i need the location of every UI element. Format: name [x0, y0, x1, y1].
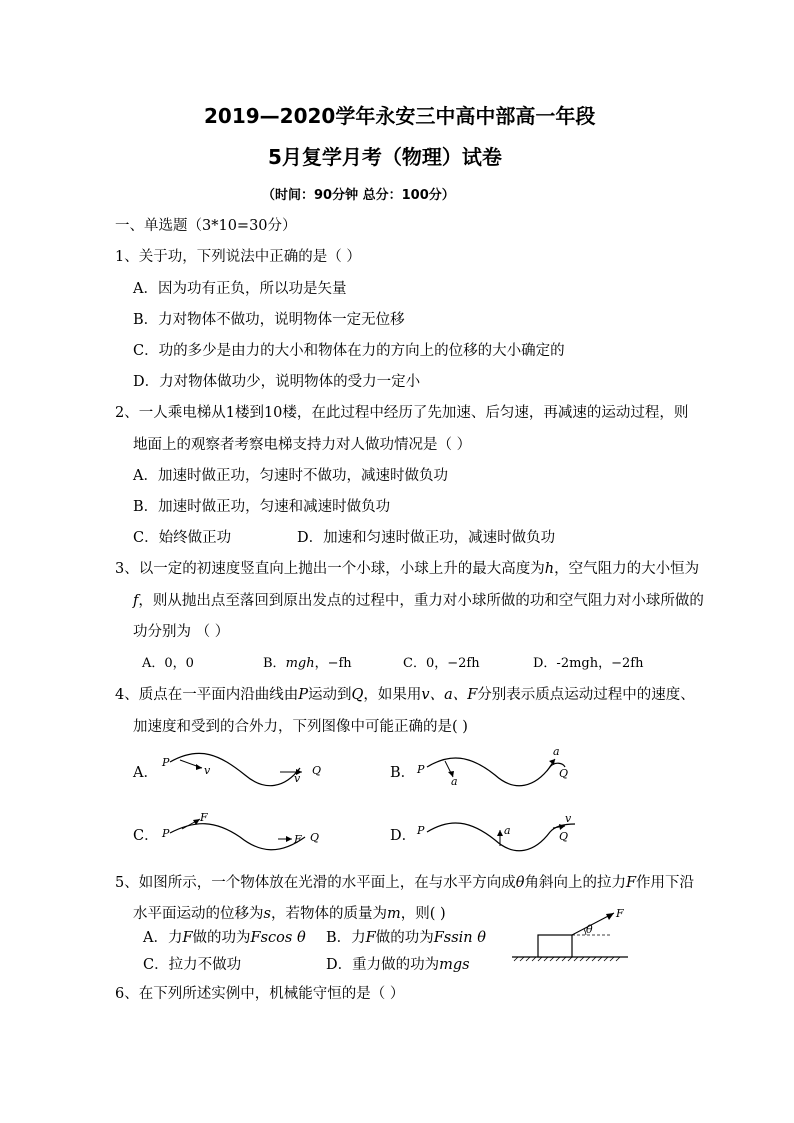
q2-option-b: B．加速时做正功，匀速和减速时做负功 — [133, 499, 391, 515]
q2-stem-line2: 地面上的观察者考察电梯支持力对人做功情况是（ ） — [133, 437, 472, 453]
q4a-label-q: Q — [312, 764, 322, 777]
q5-option-a-text: 做的功为 — [192, 930, 251, 946]
q4-option-a-label: A． — [133, 765, 158, 781]
q4a-label-v1: v — [204, 764, 211, 777]
q5-var-m: m — [386, 906, 401, 922]
q3-option-a: A．0，0 — [142, 656, 194, 671]
q4c-label-p: P — [162, 827, 170, 840]
q1-stem: 1、关于功，下列说法中正确的是（ ） — [115, 249, 361, 265]
q3-option-d: D．-2mgh，−2fh — [533, 656, 644, 671]
q4c-label-f2: F — [294, 833, 302, 846]
q2-stem-line1: 2、一人乘电梯从1楼到10楼，在此过程中经历了先加速、后匀速，再减速的运动过程，则 — [115, 405, 689, 421]
q4d-label-a: a — [504, 824, 511, 837]
q5-figure — [510, 905, 650, 965]
q4-stem-line1 — [115, 685, 695, 705]
q3-option-b-mgh: mgh — [285, 656, 315, 671]
q5-var-f: F — [625, 875, 637, 891]
q4-var-p: P — [298, 687, 308, 703]
q4d-label-p: P — [417, 824, 425, 837]
q2-option-a: A．加速时做正功，匀速时不做功，减速时做负功 — [133, 468, 448, 484]
q5-option-b-text: 做的功为 — [375, 930, 434, 946]
q4-stem-text: 运动到 — [308, 687, 352, 703]
q4-figure-c — [160, 811, 330, 865]
q5-stem-text: ，则( ) — [400, 906, 446, 922]
q4-var-q: Q — [351, 687, 364, 703]
q3-var-f: f — [133, 593, 139, 609]
q5-option-b-expr: Fssin θ — [433, 930, 486, 946]
q5-option-c: C．拉力不做功 — [143, 957, 242, 973]
q5-var-s: s — [263, 906, 271, 922]
q6-stem: 6、在下列所述实例中，机械能守恒的是（ ） — [115, 986, 405, 1002]
q3-option-c: C．0，−2fh — [403, 656, 480, 671]
q4a-label-v2: v — [294, 772, 301, 785]
exam-title-line2: 5月复学月考（物理）试卷 — [268, 145, 502, 169]
q4a-label-p: P — [162, 756, 170, 769]
q5-option-b — [326, 928, 486, 948]
q5-stem-text: 作用下沿 — [636, 875, 695, 891]
q5-stem-line2 — [133, 904, 446, 924]
q5-option-d — [326, 955, 470, 975]
q5-var-theta: θ — [515, 875, 525, 891]
q4-option-c-label: C． — [133, 828, 159, 844]
q4-stem-line2: 加速度和受到的合外力，下列图像中可能正确的是( ) — [133, 719, 468, 735]
q5-option-b-text: B．力 — [326, 930, 366, 946]
q5-option-a-text: A．力 — [143, 930, 183, 946]
q5-option-d-expr: mgs — [439, 957, 470, 973]
q3-stem-text: ，则从抛出点至落回到原出发点的过程中，重力对小球所做的功和空气阻力对小球所做的 — [138, 593, 704, 609]
q3-stem-line3: 功分别为 （ ） — [133, 624, 230, 640]
q4-option-d-label: D． — [390, 828, 417, 844]
q3-stem-text: 3、以一定的初速度竖直向上抛出一个小球，小球上升的最大高度为 — [115, 561, 545, 577]
q3-stem-text: ，空气阻力的大小恒为 — [554, 561, 700, 577]
q5-stem-text: ，若物体的质量为 — [270, 906, 387, 922]
q4d-label-v: v — [565, 812, 572, 825]
q4c-label-f1: F — [200, 811, 208, 824]
q3-var-h: h — [544, 561, 555, 577]
q3-stem-line2 — [133, 591, 704, 611]
q5-stem-text: 角斜向上的拉力 — [524, 875, 626, 891]
q4b-label-a2: a — [553, 745, 560, 758]
q2-option-c: C．始终做正功 — [133, 530, 232, 546]
q4b-label-a1: a — [451, 775, 458, 788]
q4-stem-text: 分别表示质点运动过程中的速度、 — [477, 687, 695, 703]
q4c-label-q: Q — [310, 831, 320, 844]
q1-option-a: A．因为功有正负，所以功是矢量 — [133, 281, 347, 297]
q4-option-b-label: B． — [390, 765, 416, 781]
q5-option-d-text: D．重力做的功为 — [326, 957, 440, 973]
exam-time-score: （时间：90分钟 总分：100分） — [262, 188, 455, 203]
q1-option-d: D．力对物体做功少，说明物体的受力一定小 — [133, 374, 421, 390]
q5-option-a-f: F — [182, 930, 193, 946]
q1-option-b: B．力对物体不做功，说明物体一定无位移 — [133, 312, 405, 328]
q4-figure-d — [415, 810, 595, 865]
q4d-label-q: Q — [559, 830, 569, 843]
exam-title-line1: 2019—2020学年永安三中高中部高一年段 — [204, 104, 596, 128]
q2-option-d: D．加速和匀速时做正功，减速时做负功 — [297, 530, 556, 546]
q5-option-a-expr: Fscos θ — [250, 930, 306, 946]
q4b-label-p: P — [417, 763, 425, 776]
q5-stem-line1 — [115, 873, 694, 893]
q5-fig-label-f: F — [616, 907, 624, 920]
section-heading: 一、单选题（3*10=30分） — [115, 218, 297, 234]
q5-option-a — [143, 928, 306, 948]
q5-stem-text: 5、如图所示，一个物体放在光滑的水平面上，在与水平方向成 — [115, 875, 516, 891]
q5-fig-label-theta: θ — [586, 923, 593, 936]
q4b-label-q: Q — [559, 767, 569, 780]
q4-stem-text: 4、质点在一平面内沿曲线由 — [115, 687, 299, 703]
q4-figure-b — [415, 745, 585, 805]
q3-stem-line1 — [115, 559, 699, 579]
q4-var-vaf: v、a、F — [421, 687, 478, 703]
q4-stem-text: ，如果用 — [363, 687, 422, 703]
q3-option-b — [263, 654, 352, 674]
q3-option-b-label: B． — [263, 656, 286, 671]
q5-option-b-f: F — [365, 930, 376, 946]
q5-stem-text: 水平面运动的位移为 — [133, 906, 264, 922]
q4-figure-a — [160, 750, 330, 800]
q3-option-b-rest: ，−fh — [314, 656, 352, 671]
q1-option-c: C．功的多少是由力的大小和物体在力的方向上的位移的大小确定的 — [133, 343, 565, 359]
